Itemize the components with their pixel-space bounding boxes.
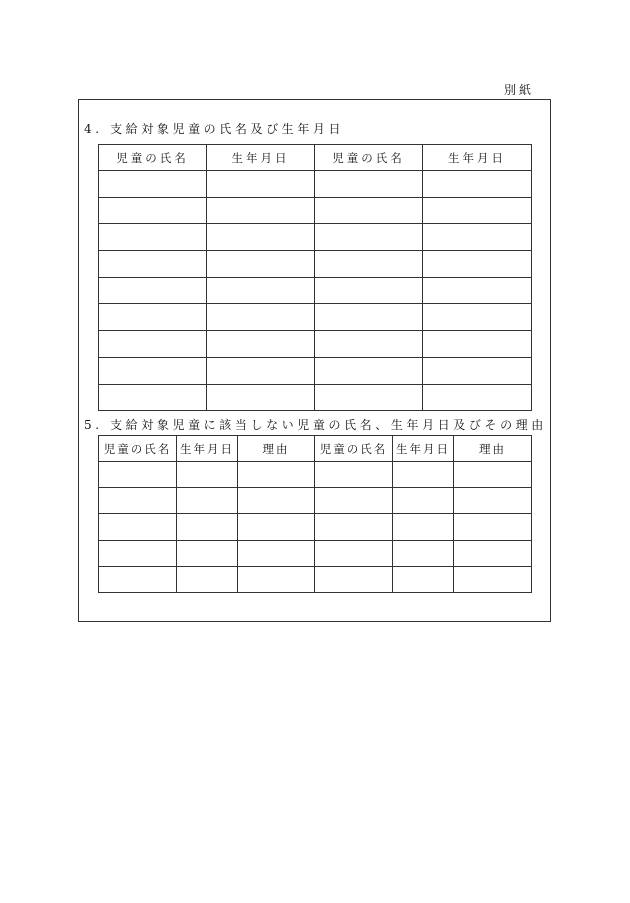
table-cell[interactable] bbox=[207, 224, 315, 251]
table-cell[interactable] bbox=[423, 304, 532, 331]
table-cell[interactable] bbox=[454, 514, 532, 540]
column-header-child-name: 児童の氏名 bbox=[315, 436, 393, 462]
table-row bbox=[99, 331, 532, 358]
table-cell[interactable] bbox=[207, 357, 315, 384]
table-cell[interactable] bbox=[315, 514, 393, 540]
table-cell[interactable] bbox=[207, 331, 315, 358]
table-cell[interactable] bbox=[99, 304, 207, 331]
table-cell[interactable] bbox=[315, 197, 423, 224]
table-cell[interactable] bbox=[99, 224, 207, 251]
table-row bbox=[99, 277, 532, 304]
table-header-row bbox=[99, 145, 532, 171]
table-cell[interactable] bbox=[99, 462, 177, 488]
table-cell[interactable] bbox=[315, 251, 423, 278]
table-cell[interactable] bbox=[207, 171, 315, 198]
table-cell[interactable] bbox=[423, 171, 532, 198]
table-cell[interactable] bbox=[99, 277, 207, 304]
table-cell[interactable] bbox=[315, 304, 423, 331]
table-row bbox=[99, 540, 532, 566]
table-cell[interactable] bbox=[99, 514, 177, 540]
table-row bbox=[99, 488, 532, 514]
table-cell[interactable] bbox=[207, 197, 315, 224]
table-cell[interactable] bbox=[99, 488, 177, 514]
table-cell[interactable] bbox=[315, 224, 423, 251]
column-header-child-name: 児童の氏名 bbox=[99, 145, 207, 171]
table-cell[interactable] bbox=[99, 540, 177, 566]
table-row bbox=[99, 462, 532, 488]
column-header-birth-date: 生年月日 bbox=[423, 145, 532, 171]
table-cell[interactable] bbox=[393, 462, 454, 488]
table-row bbox=[99, 566, 532, 592]
column-header-child-name: 児童の氏名 bbox=[99, 436, 177, 462]
table-cell[interactable] bbox=[238, 566, 315, 592]
table-cell[interactable] bbox=[315, 566, 393, 592]
column-header-child-name: 児童の氏名 bbox=[315, 145, 423, 171]
table-cell[interactable] bbox=[454, 540, 532, 566]
table-cell[interactable] bbox=[99, 171, 207, 198]
table-cell[interactable] bbox=[393, 540, 454, 566]
attachment-label: 別紙 bbox=[503, 83, 534, 97]
table-cell[interactable] bbox=[207, 277, 315, 304]
table-cell[interactable] bbox=[238, 540, 315, 566]
table-cell[interactable] bbox=[207, 251, 315, 278]
table-cell[interactable] bbox=[315, 171, 423, 198]
table-cell[interactable] bbox=[177, 462, 238, 488]
table-cell[interactable] bbox=[315, 488, 393, 514]
eligible-children-rows bbox=[99, 171, 532, 411]
table-row bbox=[99, 197, 532, 224]
table-cell[interactable] bbox=[177, 514, 238, 540]
table-cell[interactable] bbox=[207, 304, 315, 331]
table-cell[interactable] bbox=[238, 488, 315, 514]
column-header-birth-date: 生年月日 bbox=[393, 436, 454, 462]
table-cell[interactable] bbox=[454, 462, 532, 488]
table-cell[interactable] bbox=[315, 462, 393, 488]
table-cell[interactable] bbox=[423, 277, 532, 304]
table-cell[interactable] bbox=[315, 540, 393, 566]
table-row bbox=[99, 514, 532, 540]
table-cell[interactable] bbox=[177, 488, 238, 514]
table-header-row bbox=[99, 436, 532, 462]
table-cell[interactable] bbox=[99, 566, 177, 592]
table-cell[interactable] bbox=[315, 384, 423, 411]
table-row bbox=[99, 251, 532, 278]
table-cell[interactable] bbox=[238, 462, 315, 488]
table-cell[interactable] bbox=[315, 357, 423, 384]
table-cell[interactable] bbox=[207, 384, 315, 411]
table-cell[interactable] bbox=[99, 251, 207, 278]
section-4-heading: 4. 支給対象児童の氏名及び生年月日 bbox=[84, 122, 345, 136]
column-header-reason: 理由 bbox=[454, 436, 532, 462]
table-cell[interactable] bbox=[238, 514, 315, 540]
column-header-birth-date: 生年月日 bbox=[177, 436, 238, 462]
table-cell[interactable] bbox=[454, 488, 532, 514]
table-cell[interactable] bbox=[393, 488, 454, 514]
table-cell[interactable] bbox=[99, 197, 207, 224]
table-cell[interactable] bbox=[423, 357, 532, 384]
table-row bbox=[99, 384, 532, 411]
table-row bbox=[99, 357, 532, 384]
table-cell[interactable] bbox=[177, 540, 238, 566]
column-header-reason: 理由 bbox=[238, 436, 315, 462]
table-cell[interactable] bbox=[99, 357, 207, 384]
table-cell[interactable] bbox=[99, 331, 207, 358]
ineligible-children-rows bbox=[99, 462, 532, 593]
table-cell[interactable] bbox=[99, 384, 207, 411]
table-row bbox=[99, 171, 532, 198]
table-cell[interactable] bbox=[177, 566, 238, 592]
table-cell[interactable] bbox=[315, 331, 423, 358]
ineligible-children-table bbox=[98, 435, 532, 593]
table-cell[interactable] bbox=[423, 331, 532, 358]
table-cell[interactable] bbox=[423, 251, 532, 278]
table-cell[interactable] bbox=[315, 277, 423, 304]
table-cell[interactable] bbox=[393, 566, 454, 592]
table-cell[interactable] bbox=[393, 514, 454, 540]
table-cell[interactable] bbox=[454, 566, 532, 592]
column-header-birth-date: 生年月日 bbox=[207, 145, 315, 171]
section-5-heading: 5. 支給対象児童に該当しない児童の氏名、生年月日及びその理由 bbox=[84, 418, 547, 432]
table-row bbox=[99, 304, 532, 331]
table-cell[interactable] bbox=[423, 197, 532, 224]
table-cell[interactable] bbox=[423, 384, 532, 411]
table-cell[interactable] bbox=[423, 224, 532, 251]
eligible-children-table bbox=[98, 144, 532, 411]
table-row bbox=[99, 224, 532, 251]
